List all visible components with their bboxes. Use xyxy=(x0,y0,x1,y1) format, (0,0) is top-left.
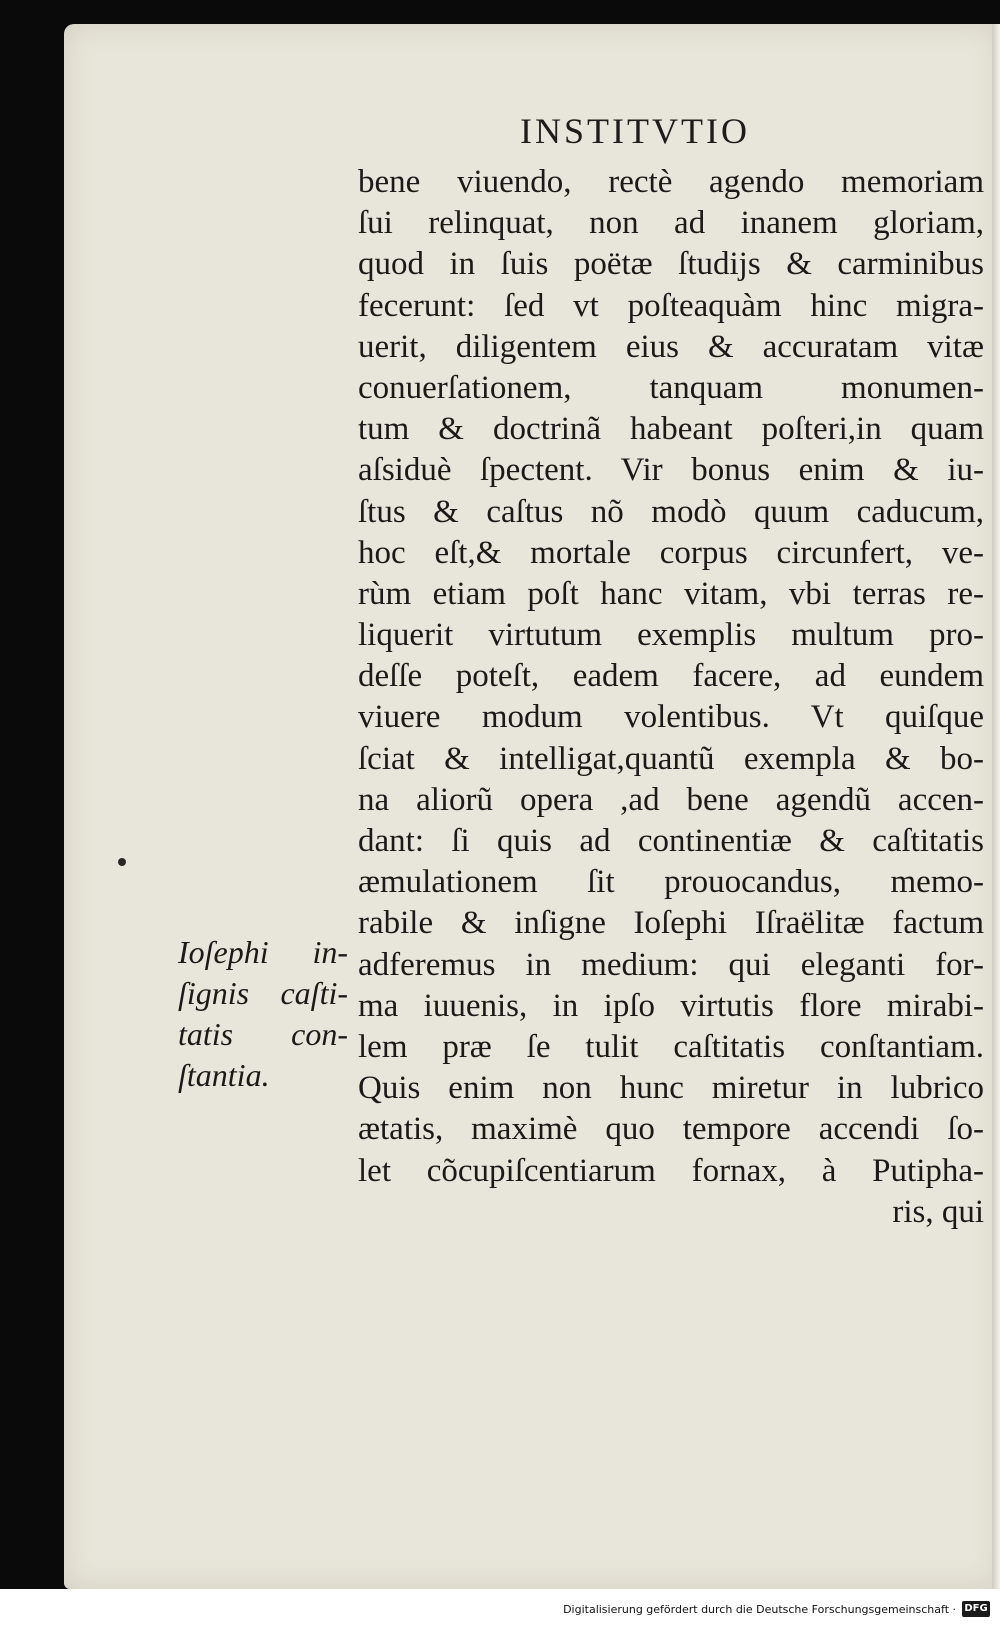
text-line: liquerit virtutum exemplis multum pro- xyxy=(358,617,984,654)
running-head: INSTITVTIO xyxy=(520,111,750,151)
dfg-logo: DFG xyxy=(962,1601,990,1617)
text-line: ſtus & caſtus nõ modò quum caducum, xyxy=(358,493,984,530)
page-edge xyxy=(992,24,1000,1589)
funding-credit: Digitalisierung gefördert durch die Deutsche Forschungsgemeinschaft · xyxy=(563,1603,956,1616)
text-line: tum & doctrinã habeant poſteri,in quam xyxy=(358,411,984,448)
marginal-note-line: Ioſephi in- xyxy=(178,934,348,970)
text-line: Quis enim non hunc miretur in lubrico xyxy=(358,1070,984,1107)
footer-bar xyxy=(0,1589,1000,1632)
text-line: lem præ ſe tulit caſtitatis conſtantiam. xyxy=(358,1028,984,1065)
text-line: rabile & inſigne Ioſephi Iſraëlitæ factum xyxy=(358,905,984,942)
body-text xyxy=(358,162,984,1233)
text-line: adferemus in medium: qui eleganti for- xyxy=(358,946,984,983)
text-line: ris, qui xyxy=(892,1193,984,1230)
text-line: quod in ſuis poëtæ ſtudijs & carminibus xyxy=(358,246,984,283)
text-line: bene viuendo, rectè agendo memoriam xyxy=(358,164,984,200)
text-line: ætatis, maximè quo tempore accendi ſo- xyxy=(358,1111,984,1148)
text-line: viuere modum volentibus. Vt quiſque xyxy=(358,699,984,736)
text-line: conuerſationem, tanquam monumen- xyxy=(358,369,984,406)
marginal-note-line: tatis con- xyxy=(178,1016,348,1052)
marginal-note xyxy=(178,932,348,1096)
ink-dot xyxy=(118,858,126,866)
text-line: æmulationem ſit prouocandus, memo- xyxy=(358,864,984,901)
text-line: fecerunt: ſed vt poſteaquàm hinc migra- xyxy=(358,287,984,324)
text-line: uerit, diligentem eius & accuratam vitæ xyxy=(358,328,984,365)
text-line: ma iuuenis, in ipſo virtutis flore mirabi- xyxy=(358,987,984,1024)
text-line: ſui relinquat, non ad inanem gloriam, xyxy=(358,205,984,242)
text-line: hoc eſt,& mortale corpus circunfert, ve- xyxy=(358,534,984,571)
marginal-note-line: ſtantia. xyxy=(178,1057,270,1093)
text-line: deſſe poteſt, eadem facere, ad eundem xyxy=(358,658,984,695)
text-line: aſsiduè ſpectent. Vir bonus enim & iu- xyxy=(358,452,984,489)
text-line: dant: ſi quis ad continentiæ & caſtitatis xyxy=(358,823,984,859)
text-line: ſciat & intelligat,quantũ exempla & bo- xyxy=(358,740,984,777)
text-line: rùm etiam poſt hanc vitam, vbi terras re- xyxy=(358,575,984,612)
marginal-note-line: ſignis caſti- xyxy=(178,975,348,1011)
text-line: na aliorũ opera ,ad bene agendũ accen- xyxy=(358,781,984,818)
text-line: let cõcupiſcentiarum fornax, à Putipha- xyxy=(358,1152,984,1189)
